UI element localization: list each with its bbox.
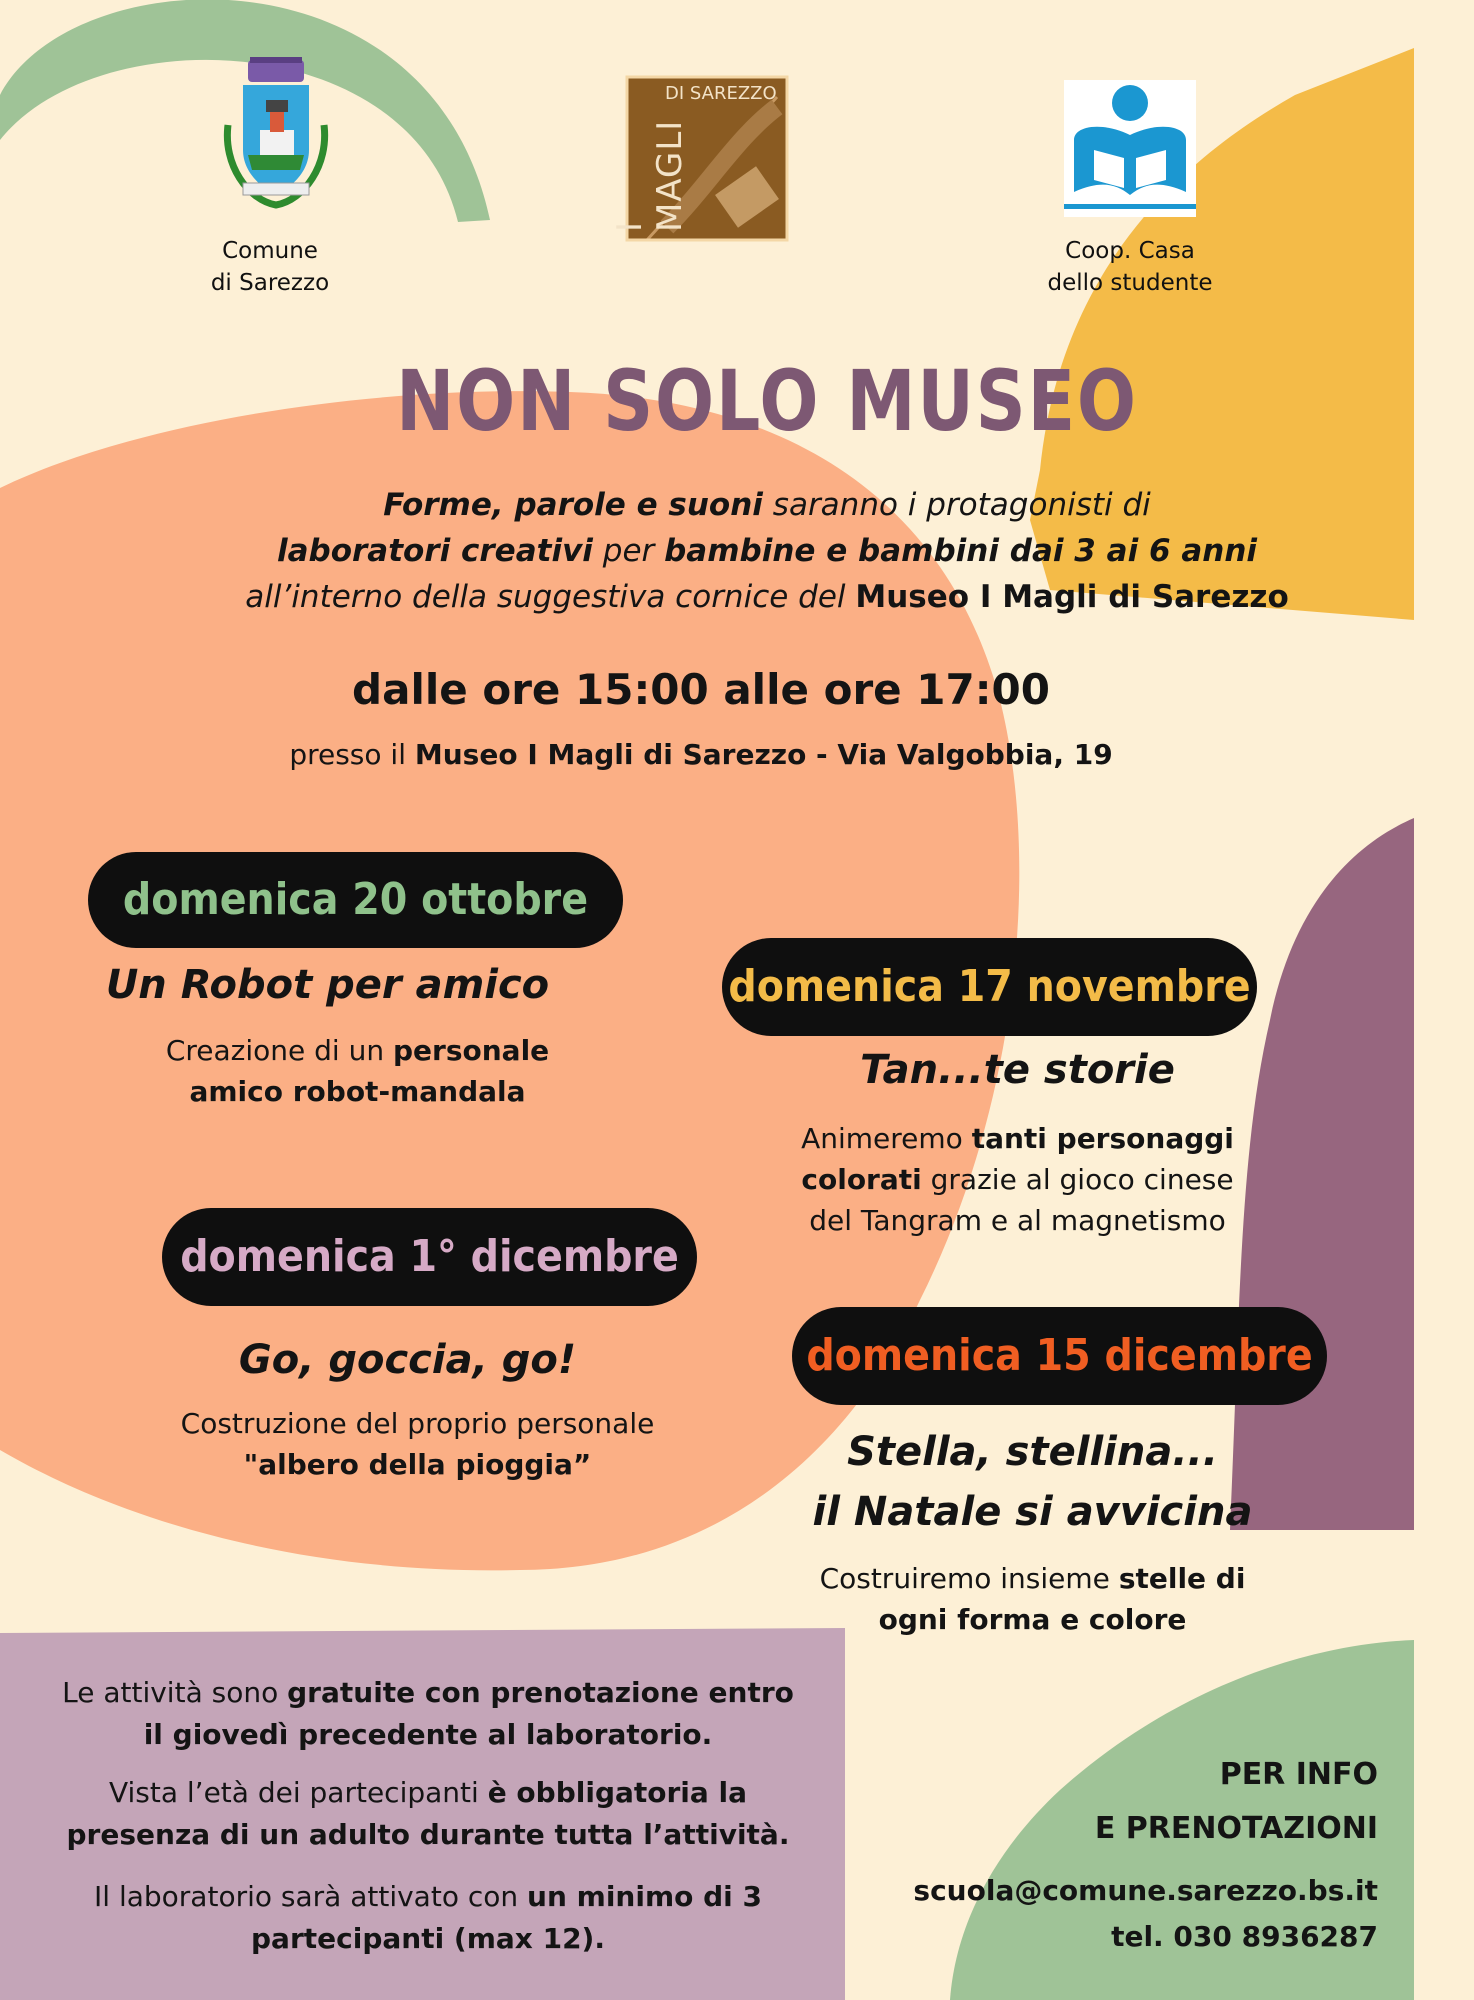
museum-logo <box>610 77 787 240</box>
event-1-description: Creazione di un personale amico robot-mandala <box>165 1034 550 1108</box>
museum-logo-top-text: DI SAREZZO <box>665 83 777 104</box>
reading-person-icon <box>1064 80 1196 217</box>
event-2-title: Tan...te storie <box>860 1047 1175 1093</box>
venue-address: presso il Museo I Magli di Sarezzo - Via Valgobbia, 19 <box>289 738 1113 771</box>
event-4-title: Stella, stellina... il Natale si avvicina <box>812 1429 1253 1535</box>
contact-phone[interactable]: tel. 030 8936287 <box>1111 1920 1378 1953</box>
page-title: NON SOLO MUSEO <box>396 352 1138 450</box>
event-4-description: Costruiremo insieme stelle di ogni forma e colore <box>819 1562 1246 1636</box>
event-2-date: domenica 17 novembre <box>722 938 1257 1036</box>
comune-coat-of-arms-icon <box>218 55 333 215</box>
event-3-date: domenica 1° dicembre <box>162 1208 697 1306</box>
event-2-description: Animeremo tanti personaggi colorati grazie al gioco cinese del Tangram e al magnetismo <box>801 1122 1234 1237</box>
info-contacts <box>913 1868 1378 1960</box>
adult-note: Vista l’età dei partecipanti è obbligatoria la presenza di un adulto durante tutta l’attività. <box>66 1776 790 1851</box>
coop-caption: Coop. Casa dello studente <box>1047 238 1213 296</box>
event-3-title: Go, goccia, go! <box>238 1337 577 1383</box>
event-3-description: Costruzione del proprio personale "albero della pioggia” <box>180 1407 655 1481</box>
event-1-title: Un Robot per amico <box>105 962 550 1008</box>
museum-logo-vertical-text: I MAGLI <box>610 119 690 232</box>
event-1-date: domenica 20 ottobre <box>88 852 623 948</box>
booking-note: Le attività sono gratuite con prenotazione entro il giovedì precedente al laboratorio. <box>62 1676 794 1751</box>
event-4-date: domenica 15 dicembre <box>792 1307 1327 1405</box>
time-range: dalle ore 15:00 alle ore 17:00 <box>352 665 1050 714</box>
comune-caption: Comune di Sarezzo <box>210 238 330 296</box>
participants-note: Il laboratorio sarà attivato con un minimo di 3 partecipanti (max 12). <box>94 1880 762 1955</box>
intro-text: Forme, parole e suoni saranno i protagonisti di laboratori creativi per bambine e bambini dai 3 ai 6 anni all’interno della suggestiva cornice del Museo I Magli di Sarezzo <box>245 487 1289 615</box>
contact-email[interactable]: scuola@comune.sarezzo.bs.it <box>913 1874 1378 1907</box>
info-heading: PER INFO E PRENOTAZIONI <box>1094 1757 1378 1846</box>
